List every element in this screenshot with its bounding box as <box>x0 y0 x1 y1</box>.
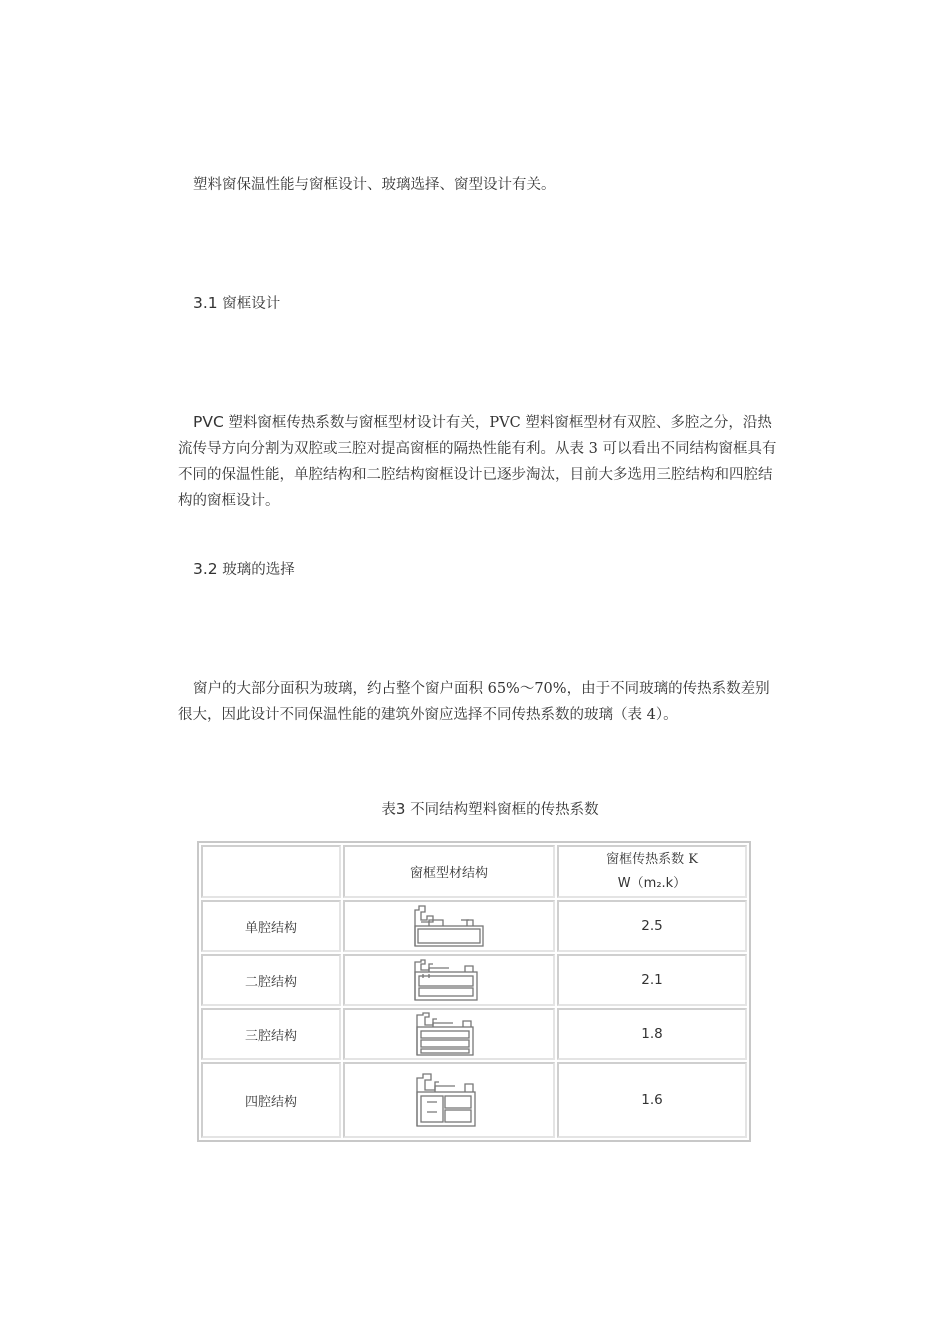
intro-paragraph: 塑料窗保温性能与窗框设计、玻璃选择、窗型设计有关。 <box>193 177 556 193</box>
section-heading-3-2 <box>193 556 295 583</box>
row-profile-cell <box>343 1008 555 1060</box>
table-header-row <box>201 845 747 898</box>
heat-transfer-table <box>197 841 751 1142</box>
pvc-term: PVC <box>193 413 224 431</box>
caption-text: 不同结构塑料窗框的传热系数 <box>410 802 599 818</box>
row-name-cell: 三腔结构 <box>201 1008 341 1060</box>
glass-selection-paragraph: 窗户的大部分面积为玻璃，约占整个窗户面积 65%～70%，由于不同玻璃的传热系数差别很大，因此设计不同保温性能的建筑外窗应选择不同传热系数的玻璃（表 4）。 <box>178 681 770 723</box>
header-cell-empty <box>201 845 341 898</box>
caption-number: 3 <box>395 800 406 818</box>
caption-prefix: 表 <box>381 802 396 818</box>
header-cell-k-value <box>557 845 747 898</box>
row-profile-cell <box>343 900 555 952</box>
table-row <box>201 1008 747 1060</box>
row-profile-cell <box>343 1062 555 1138</box>
section-number: 3.1 <box>193 294 218 312</box>
row-k-value-cell: 2.5 <box>557 900 747 952</box>
section-title: 窗框设计 <box>222 296 281 312</box>
table-row <box>201 1062 747 1138</box>
row-k-value-cell: 1.8 <box>557 1008 747 1060</box>
table-caption <box>0 796 950 823</box>
table-row <box>201 900 747 952</box>
frame-design-text: 塑料窗框传热系数与窗框型材设计有关，PVC 塑料窗框型材有双腔、多腔之分，沿热流传导方向分割为双腔或三腔对提高窗框的隔热性能有利。从表 3 可以看出不同结构窗框具有不同的保温性能，单腔结构和二腔结构窗框设计已逐步淘汰，目前大多选用三腔结构和四腔结构的窗框设计。 <box>178 415 777 509</box>
section-number: 3.2 <box>193 560 218 578</box>
row-k-value-cell: 2.1 <box>557 954 747 1006</box>
row-profile-cell <box>343 954 555 1006</box>
header-k-label: 窗框传热系数 K <box>606 851 698 867</box>
frame-design-paragraph <box>178 409 778 514</box>
header-cell-profile: 窗框型材结构 <box>343 845 555 898</box>
four-cavity-profile-icon <box>409 1072 489 1128</box>
row-name-cell: 单腔结构 <box>201 900 341 952</box>
single-cavity-profile-icon <box>409 904 489 948</box>
three-cavity-profile-icon <box>409 1011 489 1057</box>
two-cavity-profile-icon <box>409 958 489 1002</box>
table-row <box>201 954 747 1006</box>
row-name-cell: 二腔结构 <box>201 954 341 1006</box>
header-k-unit: W（m₂.k） <box>617 875 687 891</box>
section-title: 玻璃的选择 <box>222 562 295 578</box>
row-name-cell: 四腔结构 <box>201 1062 341 1138</box>
row-k-value-cell: 1.6 <box>557 1062 747 1138</box>
section-heading-3-1 <box>193 290 280 317</box>
